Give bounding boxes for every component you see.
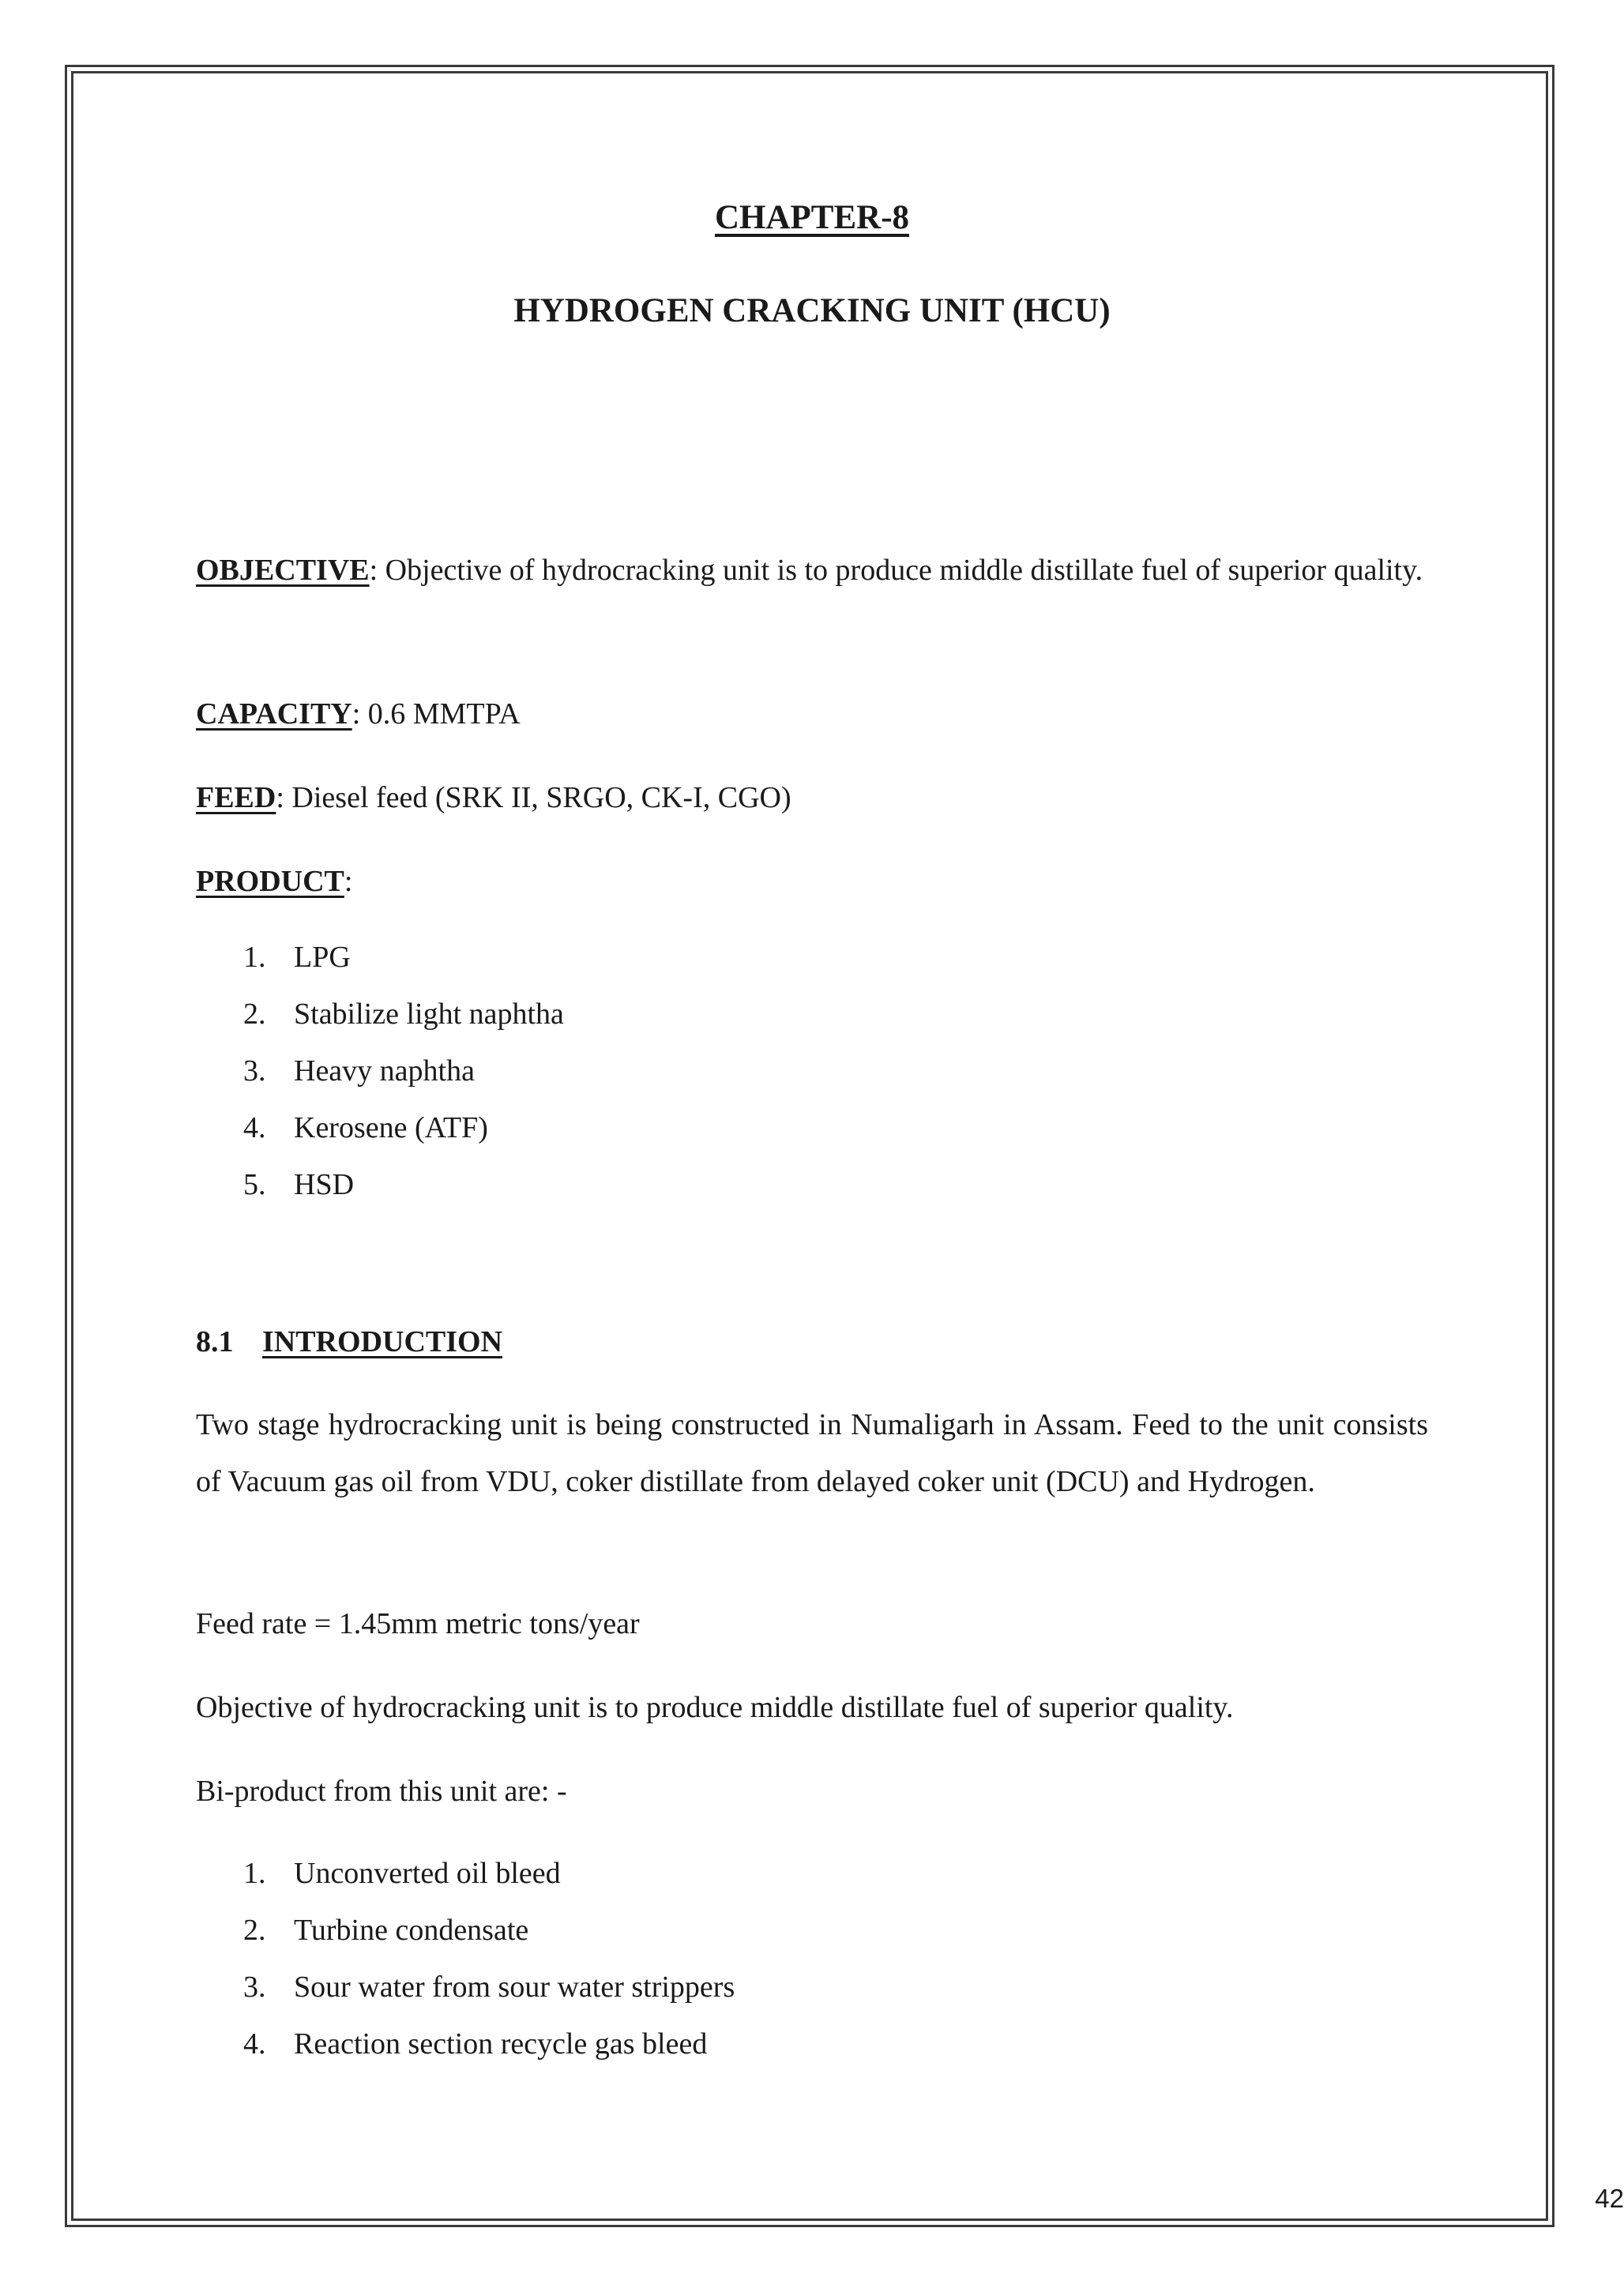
product-colon: : [344,865,353,898]
list-item-text: Sour water from sour water strippers [294,1971,735,2004]
product-label: PRODUCT [196,865,344,898]
list-item-text: Heavy naphtha [294,1054,475,1088]
section-number: 8.1 [196,1325,234,1358]
section-title: INTRODUCTION [262,1325,503,1358]
list-item-number: 5. [243,1168,266,1201]
list-item [243,1156,1349,1213]
list-item [243,929,1349,986]
list-item [243,1959,1349,2016]
objective-label: OBJECTIVE [196,554,370,587]
list-item [243,1902,1349,1959]
chapter-subtitle: HYDROGEN CRACKING UNIT (HCU) [513,292,1111,329]
list-item-text: Kerosene (ATF) [294,1111,488,1144]
objective-text: : Objective of hydrocracking unit is to produce middle distillate fuel of superior quality. [369,554,1423,587]
page-content [196,0,1624,2288]
list-item-number: 3. [243,1054,266,1088]
list-item [243,1845,1349,1902]
product-list [243,929,1349,1213]
introduction-paragraph: Two stage hydrocracking unit is being constructed in Numaligarh in Assam. Feed to the unit consists of Vacuum gas oil from VDU, coker distillate from delayed coker unit (DCU) and Hydrogen. [196,1408,1428,1498]
feed-text: : Diesel feed (SRK II, SRGO, CK-I, CGO) [276,781,791,814]
list-item-number: 2. [243,1914,266,1947]
list-item [243,1099,1349,1156]
capacity-label: CAPACITY [196,697,352,731]
list-item-number: 3. [243,1971,266,2004]
list-item [243,2016,1349,2072]
objective-paragraph [196,542,1428,599]
capacity-paragraph [196,686,1428,742]
section-heading-introduction [196,1313,502,1370]
objective-statement: Objective of hydrocracking unit is to produce middle distillate fuel of superior quality. [196,1691,1234,1724]
list-item-number: 1. [243,941,266,974]
biproduct-intro: Bi-product from this unit are: - [196,1775,567,1808]
list-item-text: Unconverted oil bleed [294,1857,561,1890]
list-item-text: LPG [294,941,351,974]
list-item-number: 4. [243,2027,266,2061]
page-number: 42 [1595,2184,1624,2213]
biproduct-list [243,1845,1349,2072]
feed-paragraph [196,769,1428,826]
list-item-text: HSD [294,1168,355,1201]
feed-label: FEED [196,781,276,814]
list-item-number: 2. [243,997,266,1031]
list-item-text: Stabilize light naphtha [294,997,564,1031]
chapter-title: CHAPTER-8 [714,199,910,236]
list-item [243,1043,1349,1099]
list-item-number: 1. [243,1857,266,1890]
list-item [243,986,1349,1043]
list-item-text: Turbine condensate [294,1914,529,1947]
product-paragraph [196,853,1428,910]
list-item-text: Reaction section recycle gas bleed [294,2027,708,2061]
list-item-number: 4. [243,1111,266,1144]
feed-rate-paragraph: Feed rate = 1.45mm metric tons/year [196,1607,640,1640]
capacity-text: : 0.6 MMTPA [351,697,521,731]
